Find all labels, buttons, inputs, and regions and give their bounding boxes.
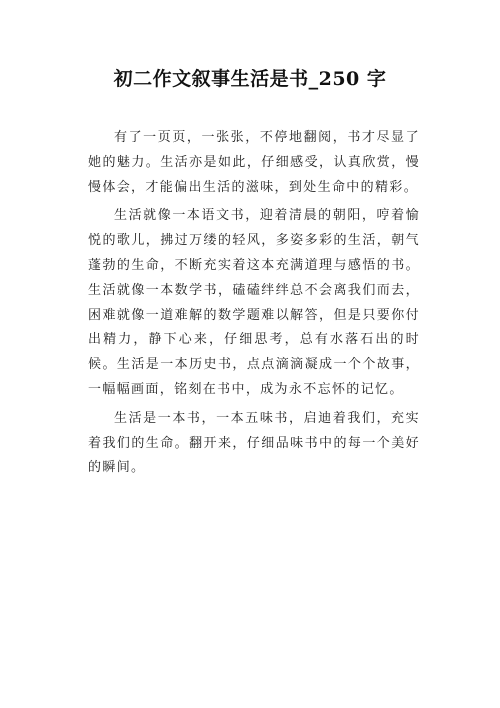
paragraph-3: 生活是一本书，一本五味书，启迪着我们，充实着我们的生命。翻开来，仔细品味书中的每一个美好的瞬间。 <box>88 410 420 476</box>
paragraph-2: 生活就像一本语文书，迎着清晨的朝阳，哼着愉悦的歌儿，拂过万缕的轻风，多姿多彩的生活，朝气蓬勃的生命，不断充实着这本充满道理与感悟的书。生活就像一本数学书，磕磕绊绊总不会离我们而去，困难就像一道难解的数学题难以解答，但是只要你付出精力，静下心来，仔细思考，总有水落石出的时候。生活是一本历史书，点点滴滴凝成一个个故事，一幅幅画面，铭刻在书中，成为永不忘怀的记忆。 <box>88 208 420 397</box>
paragraph-1: 有了一页页，一张张，不停地翻阅，书才尽显了她的魅力。生活亦是如此，仔细感受，认真欣赏，慢慢体会，才能偏出生活的滋味，到处生命中的精彩。 <box>88 130 420 195</box>
document-body <box>88 126 420 485</box>
document-title: 初二作文叙事生活是书_250 字 <box>113 68 387 90</box>
